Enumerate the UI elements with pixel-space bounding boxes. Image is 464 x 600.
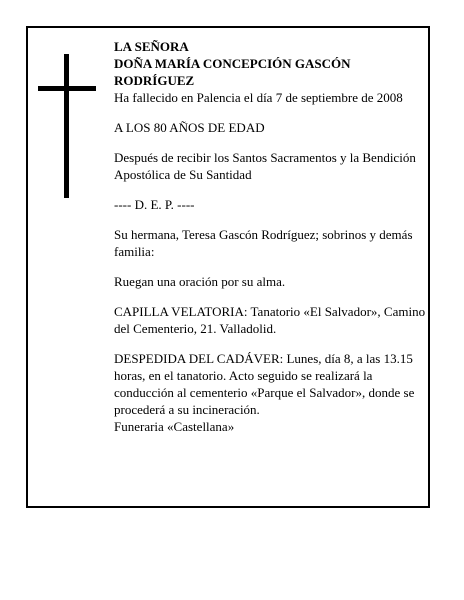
chapel-info: CAPILLA VELATORIA: Tanatorio «El Salvador», Camino del Cementerio, 21. Valladolid.	[114, 304, 426, 336]
death-statement: Ha fallecido en Palencia el día 7 de septiembre de 2008	[114, 90, 403, 105]
rip-line: ---- D. E. P. ----	[114, 197, 195, 212]
farewell-info: DESPEDIDA DEL CADÁVER: Lunes, día 8, a las 13.15 horas, en el tanatorio. Acto seguido se realizará la conducción al cementerio «Parque el Salvador», donde se procederá a su incineración.	[114, 351, 415, 417]
obituary-title: LA SEÑORA	[114, 39, 189, 54]
funeral-home: Funeraria «Castellana»	[114, 419, 235, 434]
cross-horizontal-bar	[38, 86, 96, 91]
deceased-name-line-2: RODRÍGUEZ	[114, 73, 195, 88]
cross-vertical-bar	[64, 54, 69, 198]
obituary-text	[114, 38, 426, 435]
prayer-request: Ruegan una oración por su alma.	[114, 274, 286, 289]
age-statement: A LOS 80 AÑOS DE EDAD	[114, 120, 265, 135]
sacraments-statement: Después de recibir los Santos Sacramentos y la Bendición Apostólica de Su Santidad	[114, 150, 416, 182]
family-statement: Su hermana, Teresa Gascón Rodríguez; sobrinos y demás familia:	[114, 227, 413, 259]
deceased-name-line-1: DOÑA MARÍA CONCEPCIÓN GASCÓN	[114, 56, 351, 71]
